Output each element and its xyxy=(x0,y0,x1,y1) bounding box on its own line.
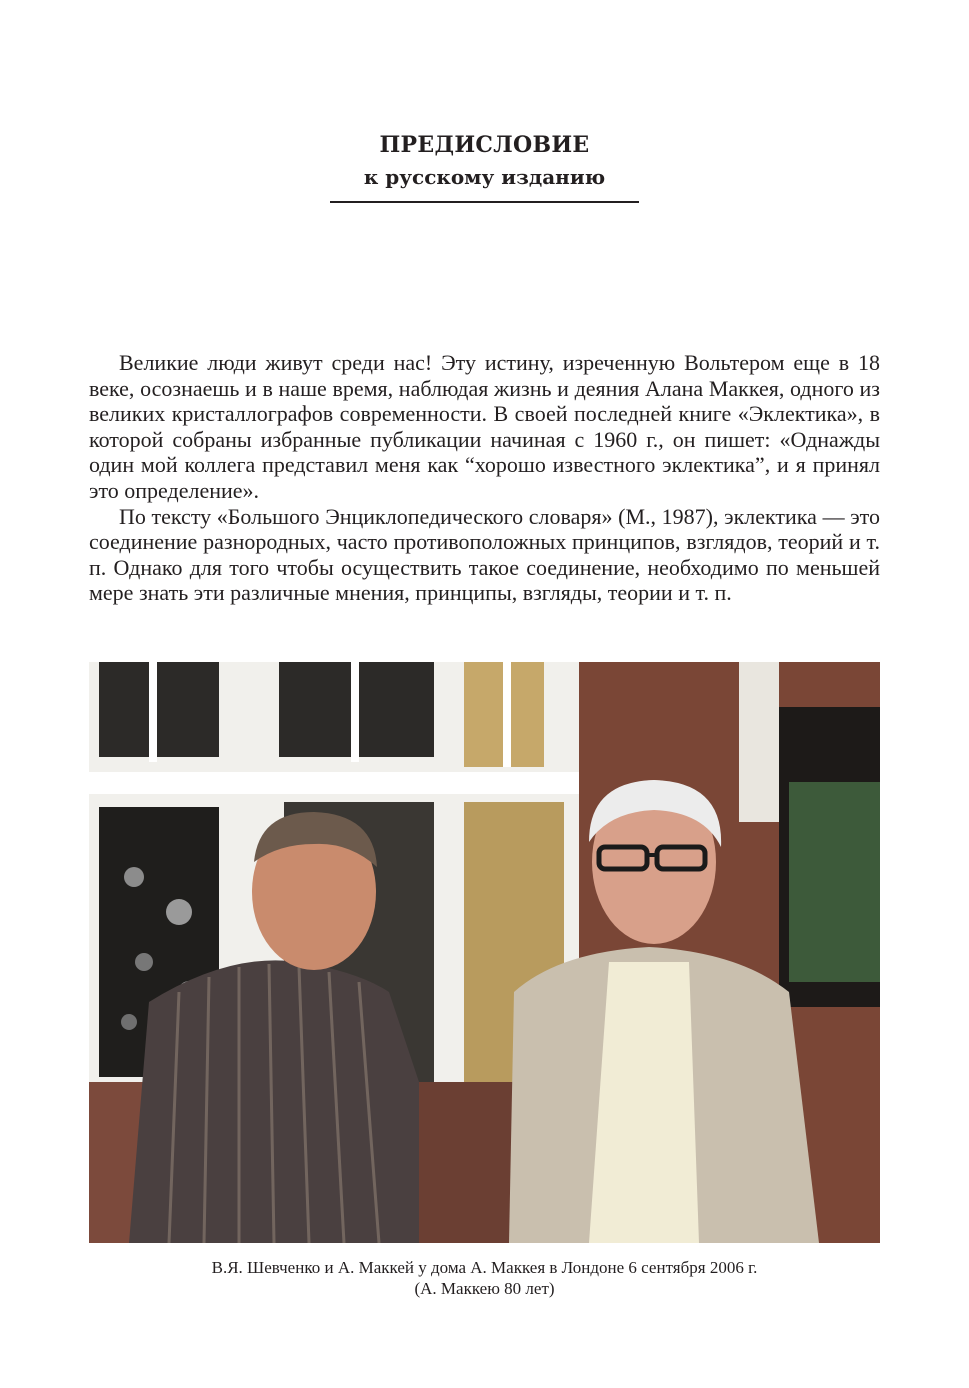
photograph xyxy=(89,662,880,1243)
chapter-title: ПРЕДИСЛОВИЕ xyxy=(379,132,590,158)
photo-caption xyxy=(0,1257,969,1299)
paragraph-2: По тексту «Большого Энциклопедического словаря» (М., 1987), эклектика — это соединение разнородных, часто противоположных принципов, взглядов, теорий и т. п. Однако для того чтобы осуществить такое соединение, необходимо по меньшей мере знать эти различные мнения, принципы, взгляды, теории и т. п. xyxy=(89,503,880,606)
heading-divider xyxy=(330,201,639,203)
caption-line-1: В.Я. Шевченко и А. Маккей у дома А. Маккея в Лондоне 6 сентября 2006 г. xyxy=(211,1258,758,1277)
chapter-subtitle: к русскому изданию xyxy=(363,165,606,189)
caption-line-2: (А. Маккею 80 лет) xyxy=(414,1279,555,1298)
chapter-heading xyxy=(0,128,969,192)
body-text xyxy=(89,350,880,606)
photo-illustration xyxy=(89,662,880,1243)
paragraph-1: Великие люди живут среди нас! Эту истину, изреченную Вольтером еще в 18 веке, осознаешь и в наше время, наблюдая жизнь и деяния Алана Маккея, одного из великих кристаллографов современности. В своей последней книге «Эклектика», в которой собраны избранные публикации начиная с 1960 г., он пишет: «Однажды один мой коллега представил меня как “хорошо известного эклектика”, и я принял это определение». xyxy=(89,350,880,503)
